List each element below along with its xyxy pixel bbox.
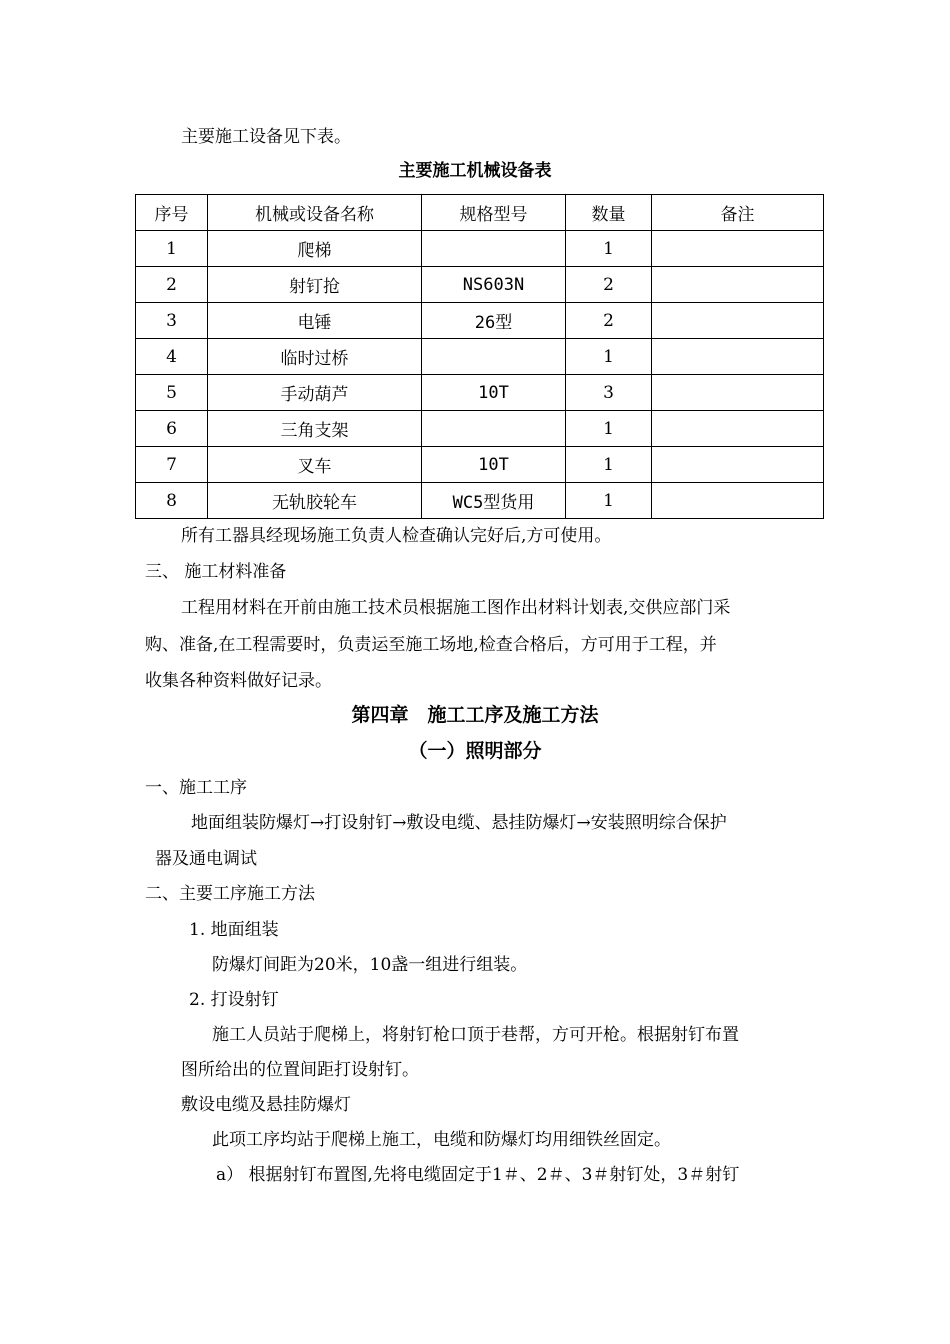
section3-paragraph-line: 工程用材料在开前由施工技术员根据施工图作出材料计划表,交供应部门采 <box>181 598 731 618</box>
chapter-title: 第四章 施工工序及施工方法 <box>351 704 599 726</box>
cell-index: 5 <box>136 375 208 411</box>
cell-model <box>422 411 566 447</box>
methods-heading: 二、主要工序施工方法 <box>145 884 315 904</box>
cell-name: 叉车 <box>208 447 422 483</box>
table-title: 主要施工机械设备表 <box>398 161 552 181</box>
process-heading: 一、施工工序 <box>145 778 247 798</box>
cell-model <box>422 339 566 375</box>
cell-qty: 1 <box>566 447 652 483</box>
method2-text-line: 图所给出的位置间距打设射钉。 <box>181 1060 419 1080</box>
method1-text: 防爆灯间距为20米，10盏一组进行组装。 <box>212 955 528 975</box>
cell-name: 手动葫芦 <box>208 375 422 411</box>
cell-index: 6 <box>136 411 208 447</box>
item-a-text: a） 根据射钉布置图,先将电缆固定于1＃、2＃、3＃射钉处，3＃射钉 <box>216 1165 740 1185</box>
cell-remark <box>652 411 824 447</box>
table-row <box>136 339 824 375</box>
cell-remark <box>652 447 824 483</box>
cell-model: 10T <box>422 447 566 483</box>
header-index: 序号 <box>136 195 208 231</box>
cell-qty: 1 <box>566 411 652 447</box>
cell-index: 2 <box>136 267 208 303</box>
cell-remark <box>652 267 824 303</box>
table-row <box>136 447 824 483</box>
cell-name: 无轨胶轮车 <box>208 483 422 519</box>
cell-remark <box>652 375 824 411</box>
cell-name: 临时过桥 <box>208 339 422 375</box>
cell-qty: 3 <box>566 375 652 411</box>
cell-remark <box>652 483 824 519</box>
cell-remark <box>652 231 824 267</box>
cell-name: 电锤 <box>208 303 422 339</box>
cell-name: 三角支架 <box>208 411 422 447</box>
equipment-table <box>135 194 824 519</box>
cell-remark <box>652 303 824 339</box>
table-row <box>136 375 824 411</box>
cell-index: 3 <box>136 303 208 339</box>
header-qty: 数量 <box>566 195 652 231</box>
intro-text: 主要施工设备见下表。 <box>181 127 351 147</box>
method2-title: 2. 打设射钉 <box>189 990 279 1010</box>
cell-index: 7 <box>136 447 208 483</box>
section3-paragraph-line: 收集各种资料做好记录。 <box>145 671 332 691</box>
header-remark: 备注 <box>652 195 824 231</box>
cell-model: 10T <box>422 375 566 411</box>
cell-name: 爬梯 <box>208 231 422 267</box>
cell-name: 射钉抢 <box>208 267 422 303</box>
cell-qty: 2 <box>566 303 652 339</box>
cell-qty: 1 <box>566 231 652 267</box>
cell-qty: 1 <box>566 483 652 519</box>
method2-text-line: 施工人员站于爬梯上，将射钉枪口顶于巷帮，方可开枪。根据射钉布置 <box>212 1025 739 1045</box>
cell-qty: 2 <box>566 267 652 303</box>
cell-model <box>422 231 566 267</box>
cell-remark <box>652 339 824 375</box>
table-header-row <box>136 195 824 231</box>
section3-heading: 三、 施工材料准备 <box>145 562 287 582</box>
table-row <box>136 267 824 303</box>
cell-model: NS603N <box>422 267 566 303</box>
method3-text: 此项工序均站于爬梯上施工，电缆和防爆灯均用细铁丝固定。 <box>212 1130 671 1150</box>
table-row <box>136 231 824 267</box>
table-row <box>136 483 824 519</box>
table-row <box>136 303 824 339</box>
cell-index: 1 <box>136 231 208 267</box>
header-name: 机械或设备名称 <box>208 195 422 231</box>
after-table-text: 所有工器具经现场施工负责人检查确认完好后,方可使用。 <box>181 526 612 546</box>
process-line: 器及通电调试 <box>155 849 257 869</box>
part-title: （一）照明部分 <box>408 740 542 762</box>
cell-index: 8 <box>136 483 208 519</box>
method3-title: 敷设电缆及悬挂防爆灯 <box>181 1095 351 1115</box>
header-model: 规格型号 <box>422 195 566 231</box>
table-row <box>136 411 824 447</box>
cell-model: WC5型货用 <box>422 483 566 519</box>
method1-title: 1. 地面组装 <box>189 920 279 940</box>
process-line: 地面组装防爆灯→打设射钉→敷设电缆、悬挂防爆灯→安装照明综合保护 <box>191 813 727 833</box>
section3-paragraph-line: 购、准备,在工程需要时，负责运至施工场地,检查合格后，方可用于工程，并 <box>145 635 717 655</box>
cell-qty: 1 <box>566 339 652 375</box>
cell-index: 4 <box>136 339 208 375</box>
cell-model: 26型 <box>422 303 566 339</box>
